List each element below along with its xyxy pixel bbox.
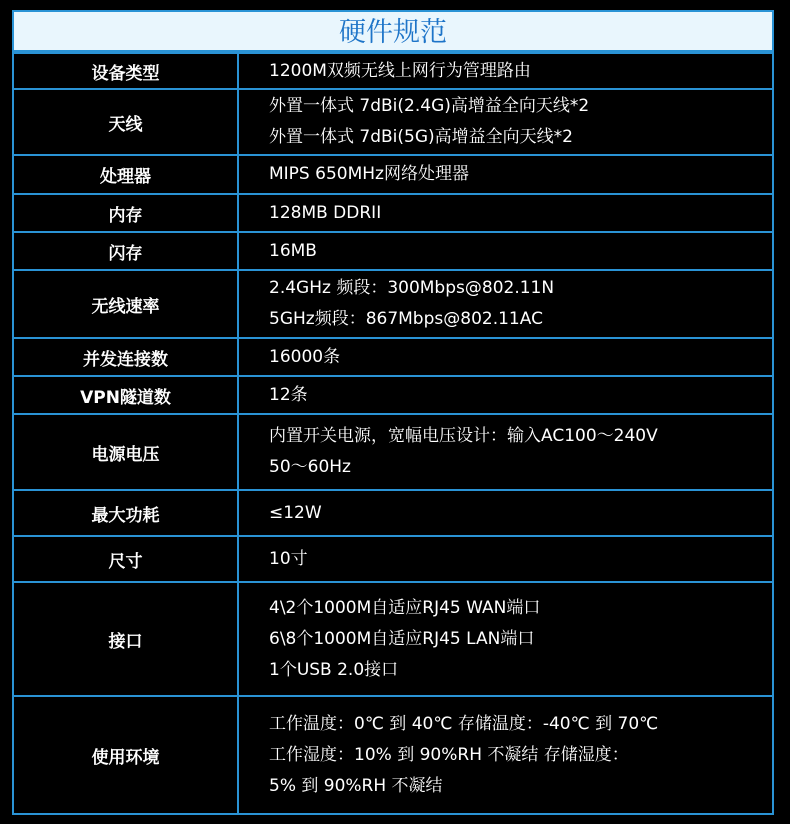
spec-row [13,155,773,194]
spec-value-line: 工作温度：0℃ 到 40℃ 存储温度：-40℃ 到 70℃ [269,713,659,734]
spec-value-line: 内置开关电源，宽幅电压设计：输入AC100～240V [269,426,658,446]
spec-row [13,582,773,696]
spec-value [238,490,773,536]
spec-row [13,270,773,338]
spec-value-line: 6\8个1000M自适应RJ45 LAN端口 [269,628,535,649]
spec-value-line: 128MB DDRII [269,202,382,223]
spec-label: VPN隧道数 [13,376,238,414]
spec-value [238,270,773,338]
spec-label: 并发连接数 [13,338,238,376]
spec-row [13,490,773,536]
spec-value-line: 16MB [269,240,317,261]
spec-label: 闪存 [13,232,238,270]
spec-value [238,536,773,582]
spec-value-line: 2.4GHz 频段：300Mbps@802.11N [269,278,555,298]
spec-row [13,53,773,89]
spec-row [13,232,773,270]
spec-row [13,376,773,414]
spec-label: 内存 [13,194,238,232]
spec-label: 接口 [13,582,238,696]
spec-value [238,376,773,414]
spec-label: 天线 [13,89,238,155]
spec-label: 尺寸 [13,536,238,582]
spec-value [238,696,773,814]
spec-row [13,414,773,490]
spec-label: 电源电压 [13,414,238,490]
spec-value-line: ≤12W [269,502,322,523]
spec-value [238,89,773,155]
spec-value-line: 4\2个1000M自适应RJ45 WAN端口 [269,597,541,618]
spec-value-line: 12条 [269,384,308,405]
spec-value-line: 工作湿度：10% 到 90%RH 不凝结 存储湿度： [269,744,629,765]
spec-value [238,53,773,89]
spec-value [238,582,773,696]
spec-row [13,338,773,376]
spec-row [13,696,773,814]
spec-value [238,338,773,376]
spec-value-line: MIPS 650MHz网络处理器 [269,164,469,184]
spec-value-line: 10寸 [269,548,308,569]
spec-value [238,194,773,232]
sheet-title: 硬件规范 [12,10,774,52]
spec-row [13,194,773,232]
spec-row [13,536,773,582]
spec-value-line: 1个USB 2.0接口 [269,659,399,680]
spec-value-line: 16000条 [269,346,341,367]
spec-row [13,89,773,155]
spec-value-line: 外置一体式 7dBi(5G)高增益全向天线*2 [269,127,573,147]
spec-value-line: 1200M双频无线上网行为管理路由 [269,60,531,81]
spec-value-line: 50～60Hz [269,457,351,477]
spec-sheet [12,10,774,815]
spec-value-line: 外置一体式 7dBi(2.4G)高增益全向天线*2 [269,96,590,116]
spec-value [238,414,773,490]
spec-table [12,52,774,815]
spec-value-line: 5% 到 90%RH 不凝结 [269,775,443,796]
spec-label: 无线速率 [13,270,238,338]
spec-value [238,155,773,194]
spec-value-line: 5GHz频段：867Mbps@802.11AC [269,309,543,329]
spec-label: 处理器 [13,155,238,194]
spec-label: 设备类型 [13,53,238,89]
spec-value [238,232,773,270]
spec-label: 最大功耗 [13,490,238,536]
spec-label: 使用环境 [13,696,238,814]
